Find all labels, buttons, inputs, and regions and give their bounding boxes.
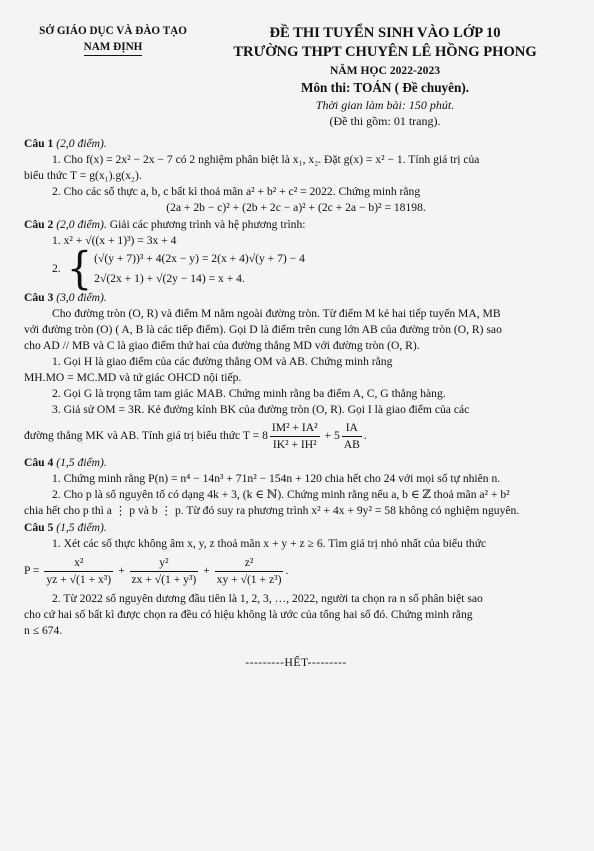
- fraction-2-denominator: AB: [343, 437, 360, 451]
- q3-intro-line2: với đường tròn (O) ( A, B là các tiếp điểm). Gọi D là điểm trên cung lớn AB của đường tròn (O, R) sao: [24, 322, 502, 336]
- question-3-points: (3,0 điểm).: [56, 290, 107, 304]
- q3-part1-line2: MH.MO = MC.MD và tứ giác OHCD nội tiếp.: [24, 370, 242, 384]
- fraction-1-numerator: IM² + IA²: [270, 420, 320, 437]
- q3-part3-text: đường thẳng MK và AB. Tính giá trị biểu thức T = 8: [24, 428, 268, 442]
- department-block: [24, 24, 202, 130]
- question-5-label: Câu 5: [24, 520, 54, 534]
- fraction-1-denominator: IK² + IH²: [272, 437, 317, 451]
- fraction-1: [270, 420, 320, 453]
- term-1-fraction: [44, 555, 113, 588]
- q4-part2-line2: chia hết cho p thì a ⋮ p và b ⋮ p. Từ đó suy ra phương trình x² + 4x + 9y² = 58 không có nghiệm nguyên.: [24, 503, 520, 517]
- q1-part2-line1: 2. Cho các số thực a, b, c bất kì thoả mãn a² + b² + c² = 2022. Chứng minh rằng: [52, 184, 421, 198]
- school-name: TRƯỜNG THPT CHUYÊN LÊ HỒNG PHONG: [233, 43, 537, 60]
- system-equations: [94, 249, 305, 288]
- exam-title: ĐỀ THI TUYỂN SINH VÀO LỚP 10: [269, 25, 501, 41]
- question-4-label: Câu 4: [24, 455, 54, 469]
- question-4-points: (1,5 điểm).: [56, 455, 107, 469]
- exam-content: [24, 136, 568, 671]
- q3-intro-line3: cho AD // MB và C là giao điểm thứ hai của đường thẳng MD với đường tròn (O, R).: [24, 338, 420, 352]
- system-equation-2: 2√(2x + 1) + √(2y − 14) = x + 4.: [94, 271, 245, 285]
- q3-part2: 2. Gọi G là trọng tâm tam giác MAB. Chứng minh rằng ba điểm A, C, G thẳng hàng.: [52, 386, 446, 400]
- q2-part2-number: 2.: [52, 261, 61, 275]
- question-3-label: Câu 3: [24, 290, 54, 304]
- question-4-heading: [24, 455, 568, 471]
- q1-part2-formula: (2a + 2b − c)² + (2b + 2c − a)² + (2c + 2a − b)² = 18198.: [166, 200, 426, 214]
- fraction-2-numerator: IA: [342, 420, 362, 437]
- q1-part1-line2: biểu thức T = g(x₁).g(x₂).: [24, 168, 142, 182]
- question-5-heading: [24, 520, 568, 536]
- q5-part2-line2: cho cứ hai số bất kì được chọn ra đều có hiệu không là ước của tổng hai số đó. Chứng minh rằng: [24, 607, 473, 621]
- q5-part2-line1: 2. Từ 2022 số nguyên dương đầu tiên là 1, 2, 3, …, 2022, người ta chọn ra n số phân biệt sao: [52, 591, 483, 605]
- term-2-numerator: y²: [130, 555, 199, 572]
- term-3-fraction: [215, 555, 284, 588]
- plus-sign-2: +: [203, 563, 210, 577]
- term-3-numerator: z²: [215, 555, 284, 572]
- expression-P: P =: [24, 563, 40, 577]
- department-name: SỞ GIÁO DỤC VÀ ĐÀO TẠO: [39, 25, 187, 37]
- plus-sign-1: +: [118, 563, 125, 577]
- q2-part2-system: [46, 243, 568, 295]
- plus-term: + 5: [321, 428, 340, 442]
- q3-part3-line1: 3. Giả sử OM = 3R. Kẻ đường kính BK của đường tròn (O, R). Gọi I là giao điểm của các: [52, 402, 470, 416]
- q3-intro-line1: Cho đường tròn (O, R) và điểm M nằm ngoài đường tròn. Từ điểm M kẻ hai tiếp tuyến MA, MB: [52, 306, 501, 320]
- q3-part3-line2: [24, 420, 568, 453]
- system-brace: {: [66, 243, 93, 295]
- title-block: [202, 24, 568, 130]
- question-2-intro: Giải các phương trình và hệ phương trình:: [109, 217, 306, 231]
- page-count: (Đề thi gồm: 01 trang).: [329, 114, 441, 129]
- question-1-points: (2,0 điểm).: [56, 136, 107, 150]
- question-2-heading: [24, 217, 568, 233]
- q5-part2-line3: n ≤ 674.: [24, 623, 63, 637]
- q5-expression: [24, 555, 568, 588]
- period: .: [363, 428, 367, 442]
- province-name: NAM ĐỊNH: [84, 40, 143, 57]
- term-3-denominator: xy + √(1 + z³): [216, 572, 282, 586]
- question-2-label: Câu 2: [24, 217, 54, 231]
- term-1-numerator: x²: [44, 555, 113, 572]
- end-marker: ---------HẾT---------: [245, 655, 347, 669]
- school-year: NĂM HỌC 2022-2023: [329, 63, 441, 77]
- term-2-denominator: zx + √(1 + y³): [131, 572, 197, 586]
- term-1-denominator: yz + √(1 + x³): [46, 572, 112, 586]
- time-limit: Thời gian làm bài: 150 phút.: [315, 97, 455, 112]
- q3-part1-line1: 1. Gọi H là giao điểm của các đường thẳng OM và AB. Chứng minh rằng: [52, 354, 393, 368]
- exam-header: [24, 24, 568, 130]
- system-equation-1: (√(y + 7))³ + 4(2x − y) = 2(x + 4)√(y + 7) − 4: [94, 252, 305, 266]
- fraction-2: [342, 420, 362, 453]
- question-2-points: (2,0 điểm).: [56, 217, 107, 231]
- term-2-fraction: [130, 555, 199, 588]
- q1-part1-line1: 1. Cho f(x) = 2x² − 2x − 7 có 2 nghiệm phân biệt là x₁, x₂. Đặt g(x) = x² − 1. Tính giá trị của: [52, 152, 480, 166]
- question-1-label: Câu 1: [24, 136, 54, 150]
- q4-part2-line1: 2. Cho p là số nguyên tố có dạng 4k + 3, (k ∈ ℕ). Chứng minh rằng nếu a, b ∈ ℤ thoả mãn a² + b²: [52, 487, 510, 501]
- subject-line: Môn thi: TOÁN ( Đề chuyên).: [301, 79, 470, 95]
- question-1-heading: [24, 136, 568, 152]
- q5-part1-line1: 1. Xét các số thực không âm x, y, z thoả mãn x + y + z ≥ 6. Tìm giá trị nhỏ nhất của biểu thức: [52, 536, 487, 550]
- q2-part1: 1. x² + √((x + 1)³) = 3x + 4: [52, 233, 177, 247]
- question-5-points: (1,5 điểm).: [56, 520, 107, 534]
- expression-period: .: [285, 563, 289, 577]
- q4-part1: 1. Chứng minh rằng P(n) = n⁴ − 14n³ + 71n² − 154n + 120 chia hết cho 24 với mọi số tự nhiên n.: [52, 471, 501, 485]
- question-3-heading: [24, 290, 568, 306]
